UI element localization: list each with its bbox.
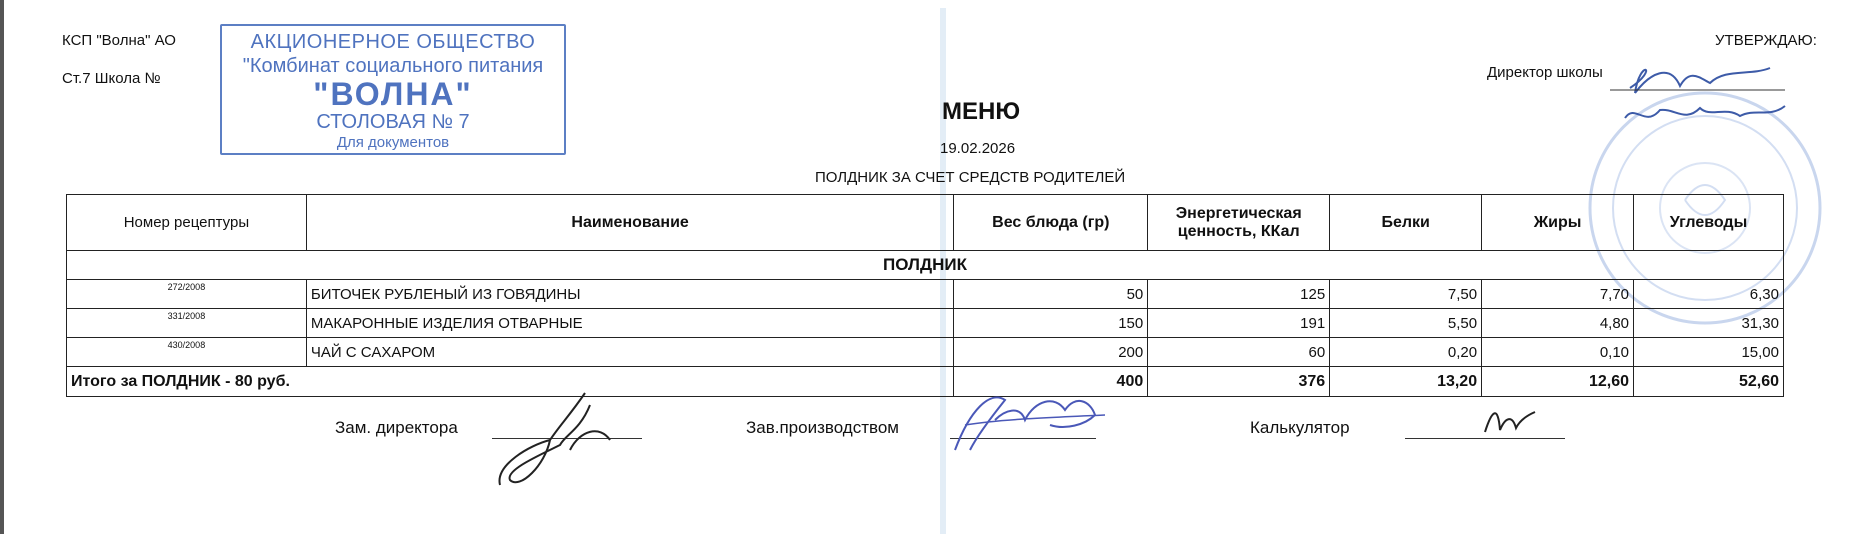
total-weight: 400: [954, 367, 1148, 397]
dish-name: БИТОЧЕК РУБЛЕНЫЙ ИЗ ГОВЯДИНЫ: [306, 280, 954, 309]
org-name: КСП "Волна" АО: [62, 32, 176, 49]
school-name: Ст.7 Школа №: [62, 70, 161, 87]
total-fat: 12,60: [1482, 367, 1634, 397]
company-stamp: [220, 24, 566, 155]
dish-fat: 7,70: [1482, 280, 1634, 309]
total-protein: 13,20: [1330, 367, 1482, 397]
dish-carbs: 6,30: [1634, 280, 1784, 309]
menu-date: 19.02.2026: [940, 140, 1016, 157]
dish-fat: 4,80: [1482, 309, 1634, 338]
table-row: [67, 280, 1784, 309]
total-label: Итого за ПОЛДНИК - 80 руб.: [67, 367, 954, 397]
recipe-code: 430/2008: [67, 338, 307, 367]
dish-name: ЧАЙ С САХАРОМ: [306, 338, 954, 367]
dish-kcal: 125: [1148, 280, 1330, 309]
table-row: [67, 309, 1784, 338]
dish-name: МАКАРОННЫЕ ИЗДЕЛИЯ ОТВАРНЫЕ: [306, 309, 954, 338]
dish-fat: 0,10: [1482, 338, 1634, 367]
column-header: Жиры: [1482, 195, 1634, 251]
deputy-signature-icon: [490, 385, 640, 500]
section-title: ПОЛДНИК: [67, 251, 1784, 280]
dish-protein: 7,50: [1330, 280, 1482, 309]
calculator-label: Калькулятор: [1250, 418, 1350, 437]
column-header: Наименование: [306, 195, 954, 251]
column-header: Белки: [1330, 195, 1482, 251]
production-manager-label: Зав.производством: [746, 418, 899, 437]
dish-kcal: 60: [1148, 338, 1330, 367]
approve-label: УТВЕРЖДАЮ:: [1715, 32, 1817, 49]
dish-protein: 5,50: [1330, 309, 1482, 338]
deputy-director-label: Зам. директора: [335, 418, 458, 437]
dish-weight: 200: [954, 338, 1148, 367]
stamp-line-3: "ВОЛНА": [313, 76, 473, 112]
director-signature-icon: [1600, 48, 1800, 138]
dish-weight: 50: [954, 280, 1148, 309]
stamp-line-5: Для документов: [336, 134, 450, 151]
stamp-line-1: АКЦИОНЕРНОЕ ОБЩЕСТВО: [250, 31, 536, 53]
dish-protein: 0,20: [1330, 338, 1482, 367]
dish-carbs: 15,00: [1634, 338, 1784, 367]
dish-weight: 150: [954, 309, 1148, 338]
stamp-line-2: "Комбинат социального питания: [242, 55, 544, 77]
menu-subtitle: ПОЛДНИК ЗА СЧЕТ СРЕДСТВ РОДИТЕЛЕЙ: [815, 169, 1126, 186]
calculator-signature-icon: [1480, 400, 1540, 440]
column-header: Номер рецептуры: [67, 195, 307, 251]
menu-table: [66, 194, 1784, 397]
column-header: Энергетическая ценность, ККал: [1148, 195, 1330, 251]
dish-kcal: 191: [1148, 309, 1330, 338]
stamp-line-4: СТОЛОВАЯ № 7: [316, 111, 470, 133]
table-header-row: [67, 195, 1784, 251]
page-title: МЕНЮ: [942, 98, 1021, 125]
total-carbs: 52,60: [1634, 367, 1784, 397]
dish-carbs: 31,30: [1634, 309, 1784, 338]
recipe-code: 272/2008: [67, 280, 307, 309]
table-row: [67, 338, 1784, 367]
total-row: [67, 367, 1784, 397]
total-kcal: 376: [1148, 367, 1330, 397]
recipe-code: 331/2008: [67, 309, 307, 338]
section-row: [67, 251, 1784, 280]
column-header: Углеводы: [1634, 195, 1784, 251]
column-header: Вес блюда (гр): [954, 195, 1148, 251]
production-signature-icon: [945, 380, 1115, 460]
director-label: Директор школы: [1487, 64, 1603, 81]
page-edge: [0, 0, 4, 534]
